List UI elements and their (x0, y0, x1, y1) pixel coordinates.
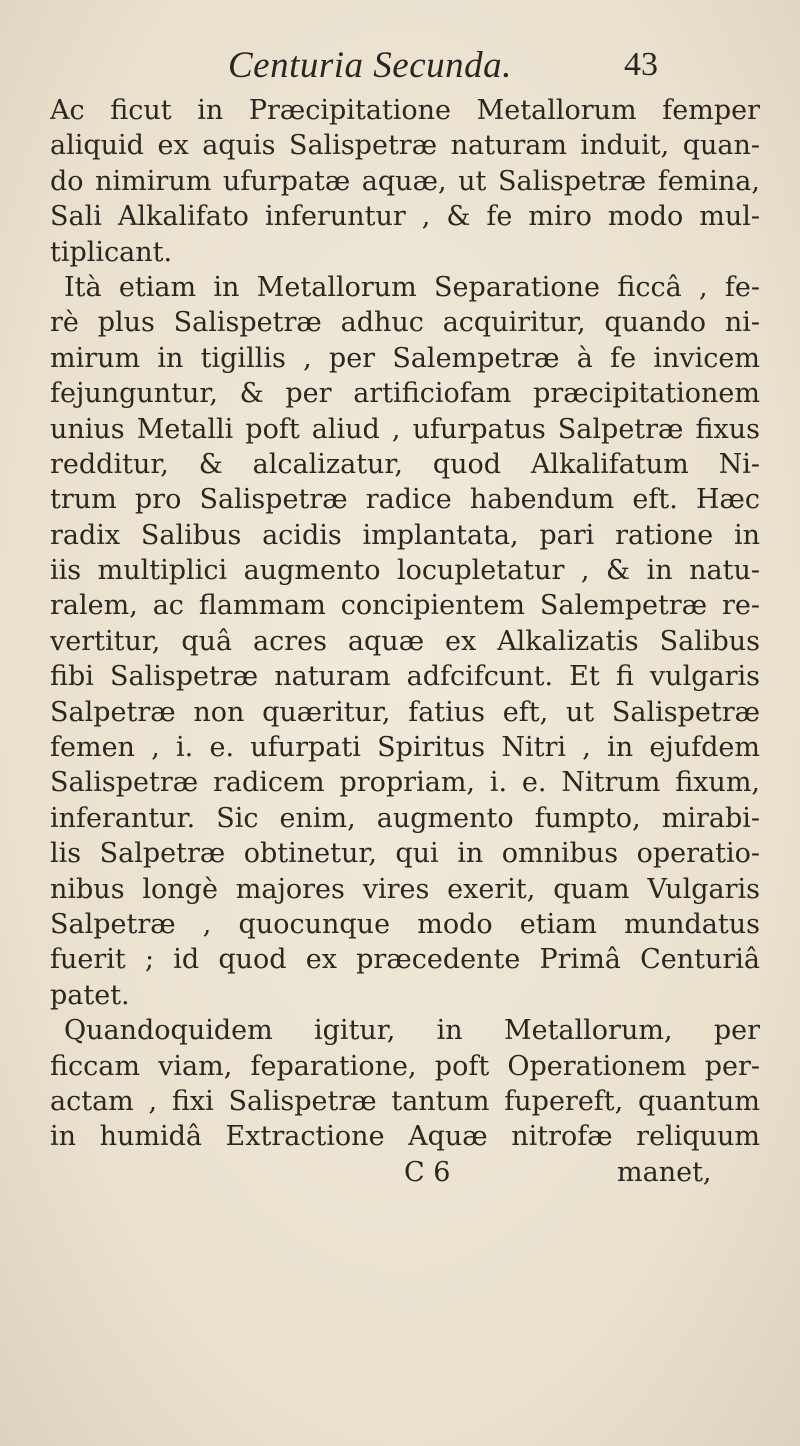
text-line: fejunguntur, & per artificiofam præcipitationem (50, 378, 760, 410)
text-line: patet. (50, 979, 130, 1011)
text-line: fuerit ; id quod ex præcedente Primâ Centuriâ (50, 944, 760, 976)
text-line: inferantur. Sic enim, augmento fumpto, mirabi- (50, 802, 760, 834)
text-line: femen , i. e. ufurpati Spiritus Nitri , in ejufdem (50, 732, 760, 764)
text-line: vertitur, quâ acres aquæ ex Alkalizatis Salibus (50, 625, 760, 657)
page-header (0, 42, 800, 92)
running-head: Centuria Secunda. (228, 45, 512, 86)
text-line: redditur, & alcalizatur, quod Alkalifatum Ni- (50, 448, 760, 480)
text-line: Salpetræ , quocunque modo etiam mundatus (50, 908, 760, 940)
text-line: ficcam viam, feparatione, poft Operationem per- (50, 1050, 760, 1082)
text-line: Ac ficut in Præcipitatione Metallorum femper (50, 95, 760, 126)
text-line: iis multiplici augmento locupletatur , & in natu- (50, 555, 760, 587)
signature-line (50, 1155, 760, 1190)
text-line: radix Salibus acidis implantata, pari ratione in (50, 519, 760, 551)
text-line: aliquid ex aquis Salispetræ naturam induit, quan- (50, 130, 760, 162)
text-line: Sali Alkalifato inferuntur , & fe miro modo mul- (50, 201, 760, 233)
text-line: in humidâ Extractione Aquæ nitrofæ reliquum (50, 1121, 760, 1153)
text-line: do nimirum ufurpatæ aquæ, ut Salispetræ femina, (50, 165, 760, 197)
text-line: lis Salpetræ obtinetur, qui in omnibus operatio- (50, 838, 760, 870)
text-line: actam , fixi Salispetræ tantum fupereft, quantum (50, 1085, 760, 1117)
text-line: mirum in tigillis , per Salempetræ à fe invicem (50, 342, 760, 374)
catchword: manet, (617, 1156, 712, 1188)
page-number: 43 (624, 46, 658, 83)
text-line: Ità etiam in Metallorum Separatione ficcâ , fe- (64, 271, 760, 303)
text-line: Quandoquidem igitur, in Metallorum, per (64, 1015, 760, 1047)
text-line: Salpetræ non quæritur, fatius eft, ut Salispetræ (50, 696, 760, 728)
signature-mark: C 6 (404, 1156, 451, 1188)
text-line: nibus longè majores vires exerit, quam Vulgaris (50, 873, 760, 905)
text-line: trum pro Salispetræ radice habendum eft. Hæc (50, 484, 760, 516)
text-line: rè plus Salispetræ adhuc acquiritur, quando ni- (50, 307, 760, 339)
text-line: fibi Salispetræ naturam adfcifcunt. Et fi vulgaris (50, 661, 760, 693)
body-text (50, 93, 760, 1190)
text-line: Salispetræ radicem propriam, i. e. Nitrum fixum, (50, 767, 760, 799)
text-line: ralem, ac flammam concipientem Salempetræ re- (50, 590, 760, 622)
text-line: unius Metalli poft aliud , ufurpatus Salpetræ fixus (50, 413, 760, 445)
text-line: tiplicant. (50, 236, 173, 268)
